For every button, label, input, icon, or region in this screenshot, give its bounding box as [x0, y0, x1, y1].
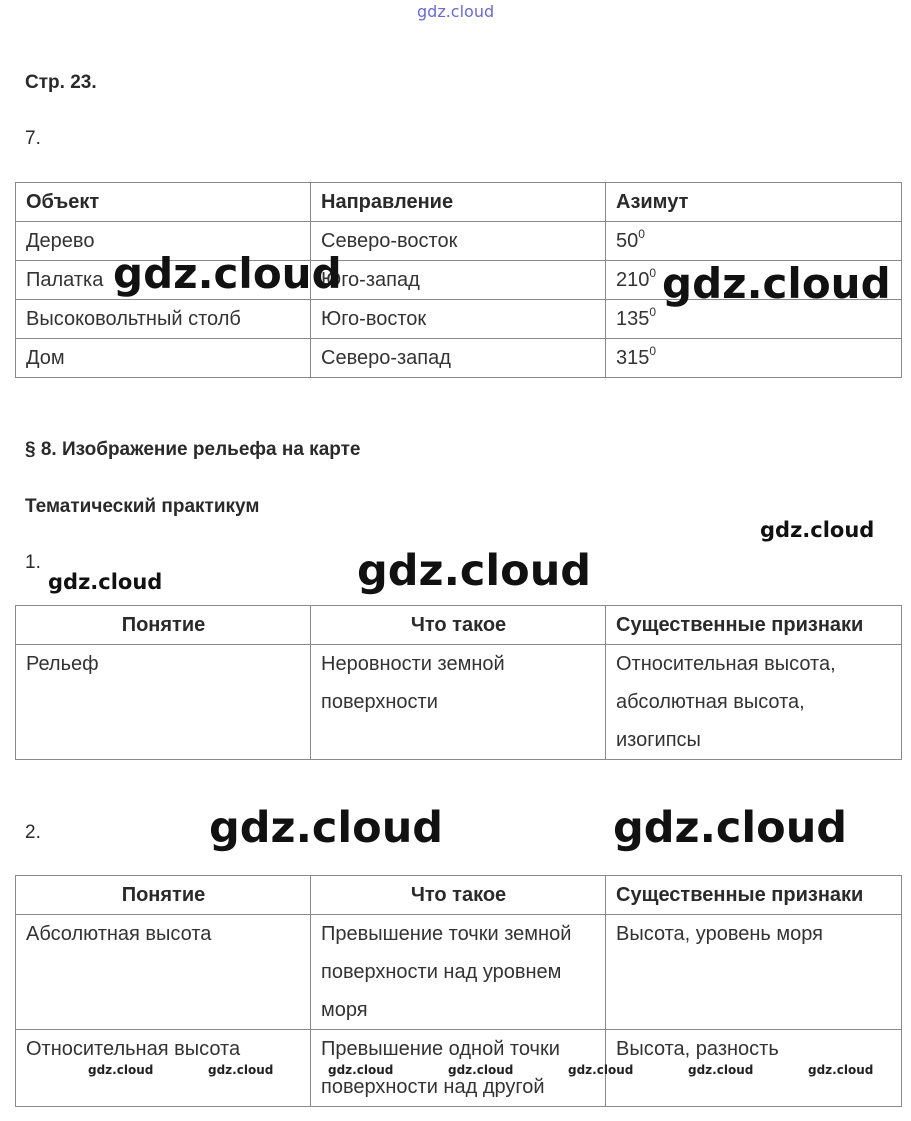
azimuth-value: 315 — [616, 347, 650, 369]
watermark: gdz.cloud — [448, 1063, 514, 1077]
cell-features: Высота, уровень моря — [606, 915, 902, 1030]
task-7-number: 7. — [25, 128, 41, 149]
cell-object: Палатка — [16, 261, 311, 300]
cell-object: Высоковольтный столб — [16, 300, 311, 339]
cell-object: Дом — [16, 339, 311, 378]
cell-direction: Северо-восток — [311, 222, 606, 261]
azimuth-value: 210 — [616, 269, 650, 291]
section-subtitle: Тематический практикум — [25, 496, 260, 517]
cell-concept: Рельеф — [16, 645, 311, 760]
header-what: Что такое — [311, 606, 606, 645]
table-row — [16, 645, 902, 760]
table-header-row — [16, 606, 902, 645]
section-title: § 8. Изображение рельефа на карте — [25, 439, 361, 460]
header-object: Объект — [16, 183, 311, 222]
header-features: Существенные признаки — [606, 606, 902, 645]
degree-mark: 0 — [649, 305, 657, 319]
cell-azimuth — [606, 339, 902, 378]
header-concept: Понятие — [16, 606, 311, 645]
watermark: gdz.cloud — [613, 803, 848, 853]
watermark: gdz.cloud — [357, 546, 592, 596]
cell-object: Дерево — [16, 222, 311, 261]
watermark: gdz.cloud — [688, 1063, 754, 1077]
cell-direction: Северо-запад — [311, 339, 606, 378]
watermark: gdz.cloud — [568, 1063, 634, 1077]
header-direction: Направление — [311, 183, 606, 222]
cell-direction: Юго-восток — [311, 300, 606, 339]
cell-what: Неровности земной поверхности — [311, 645, 606, 760]
watermark: gdz.cloud — [328, 1063, 394, 1077]
cell-azimuth — [606, 222, 902, 261]
watermark: gdz.cloud — [808, 1063, 874, 1077]
task-2-number: 2. — [25, 822, 41, 843]
watermark: gdz.cloud — [88, 1063, 154, 1077]
watermark: gdz.cloud — [48, 570, 163, 594]
cell-direction: Юго-запад — [311, 261, 606, 300]
watermark: gdz.cloud — [208, 1063, 274, 1077]
watermark: gdz.cloud — [662, 259, 891, 308]
watermark: gdz.cloud — [209, 803, 444, 853]
cell-features: Относительная высота, абсолютная высота, изогипсы — [606, 645, 902, 760]
cell-features: Высота, разность — [606, 1030, 902, 1107]
header-what: Что такое — [311, 876, 606, 915]
relief-table — [15, 605, 902, 760]
table-row — [16, 339, 902, 378]
degree-mark: 0 — [638, 227, 645, 241]
azimuth-value: 135 — [616, 308, 650, 330]
watermark-top: gdz.cloud — [417, 2, 495, 21]
degree-mark: 0 — [649, 266, 657, 280]
azimuth-value: 50 — [616, 230, 639, 252]
page-reference: Стр. 23. — [25, 72, 97, 93]
degree-mark: 0 — [649, 344, 657, 358]
cell-concept: Абсолютная высота — [16, 915, 311, 1030]
task-1-number: 1. — [25, 552, 41, 573]
header-features: Существенные признаки — [606, 876, 902, 915]
table-row — [16, 915, 902, 1030]
header-azimuth: Азимут — [606, 183, 902, 222]
watermark: gdz.cloud — [760, 518, 875, 542]
table-header-row — [16, 183, 902, 222]
watermark: gdz.cloud — [113, 249, 342, 298]
cell-what: Превышение точки земной поверхности над уровнем моря — [311, 915, 606, 1030]
table-header-row — [16, 876, 902, 915]
cell-concept: Относительная высота — [16, 1030, 311, 1107]
header-concept: Понятие — [16, 876, 311, 915]
cell-what: Превышение одной точки поверхности над другой — [311, 1030, 606, 1107]
